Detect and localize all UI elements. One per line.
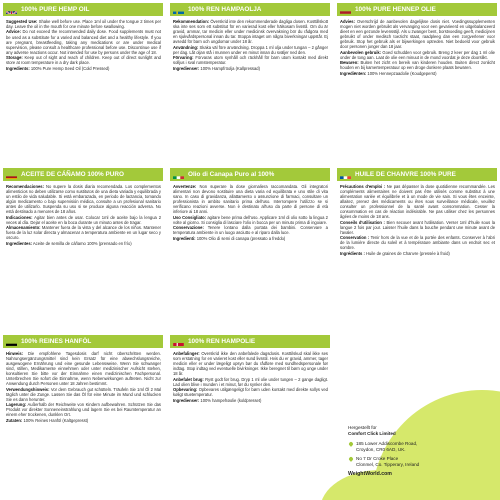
usage-text: Goed schudden voor gebruik. Breng 2 keer per dag 1 ml olie onder de tong aan. Laat de olie een minuut in de mond voordat je deze doorslikt.: [340, 49, 495, 60]
suggested-use-text: Shake well before use. Place 1ml oil under the tongue 2 times per day. Leave the oil in the mouth for one minute before swallowing.: [6, 19, 161, 30]
warnings-text: Non superare la dose giornaliera raccomandata. Gli integratori alimentari non devono sostituire una dieta varia ed equilibrata e uno stile di vita sano. In caso di gravidanza, allattamento o assunzione di farmaci, consultare un professionista in ambito sanitario prima dell'uso. Interrompere l'utilizzo se si verificano reazioni avverse. Non è destinato all'uso da parte di persone di età inferiore ai 18 anni.: [173, 184, 328, 215]
storage-text: Tenir hors de la vue et de la portée des enfants. Conserver à l'abri de la lumière directe du soleil et à température ambiante dans un endroit sec et sombre.: [340, 235, 495, 251]
recommendations-text: No supere la dosis diaria recomendada. Los complementos alimenticios no deben utilizarse como sustitutos de una dieta variada y equilibrada y un estilo de vida saludable. Si está embarazada, en periodo de lactancia, tomando algún medicamento o bajo supervisión médica, consulte a un profesional sanitario antes de utilizarlo. Suspenda su uso si se produce alguna reacción adversa. No está destinado a menores de 18 años.: [6, 184, 161, 215]
storage-text: Tenere lontano dalla portata dei bambini. Conservare a temperatura ambiente in un luogo asciutto e al riparo dalla luce.: [173, 225, 328, 236]
ingredients-text: 100% Hennepzaadolie (Koudgeperst): [366, 70, 437, 76]
usage-label: Anbefalet brug:: [173, 376, 204, 382]
usage-label: Aanbevolen gebruik:: [340, 49, 382, 55]
storage-label: Conservation :: [340, 235, 370, 241]
ingredients-label: Ingredienti:: [173, 235, 196, 241]
storage-text: Buiten het zicht en bereik van kinderen houden. Buiten direct zonlicht houden en bij kamertemperatuur op een droge donkere plaats bewaren.: [340, 60, 495, 71]
usage-label: Uso Consigliato:: [173, 214, 207, 220]
recommendation-text: Överskrid inte den rekommenderade dagliga dosen. Kosttillskott ska inte ses som ett substitut för en varierad kost eller hälsosam livsstil. Om du är gravid, ammar, tar medicin eller under medicinsk övervakning bör du rådgöra med en sjukvårdspersonal innan du tar. Stoppa intaget om några biverkningar uppstår. Ej avsedd för barn och ungdomar under 18 år.: [173, 19, 328, 45]
section-body: [170, 16, 330, 71]
advice-text: Do not exceed the recommended daily dose. Food supplements must not be used as a substitute for a varied and balanced diet and a healthy lifestyle. If you are pregnant, breastfeeding, taking any medications or are under medical supervision, please consult a healthcare professional before use. Discontinue use if any adverse reactions occur. Not intended for use by persons under the age of 18.: [6, 29, 161, 55]
usage-text: Skaka väl före användning. Droppa 1 ml olja under tungan – 2 gånger per dag. Låt oljan stå i munnen under en minut innan du sväljer ned den.: [173, 44, 328, 55]
ingredients-label: Ingredienser:: [173, 65, 200, 71]
website-text: WeightWorld.com: [348, 471, 392, 477]
netherlands-flag-icon: [340, 6, 351, 14]
section-header: [170, 3, 330, 16]
germany-flag-icon: [6, 338, 17, 346]
section-title: 100% PURE HEMP OIL: [21, 6, 90, 13]
section-header: [337, 3, 497, 16]
section-header: [3, 3, 163, 16]
ingredients-text: 100% Olio di semi di canapa (pressato a freddo): [195, 235, 286, 241]
manufacturer-info: [348, 425, 498, 477]
ingredients-text: 100% hampefrøolie (koldpresset): [199, 397, 262, 403]
section-title: 100% REN HAMPAOLJA: [188, 6, 262, 13]
section-title: ACEITE DE CÁÑAMO 100% PURO: [21, 171, 124, 178]
uk-flag-icon: [6, 6, 17, 14]
section-body: [170, 348, 330, 403]
precautions-label: Précautions d'emploi :: [340, 184, 386, 189]
advice-label: Advice:: [6, 29, 21, 35]
address-line: 185 Lower Addiscombe Road,: [356, 441, 418, 446]
storage-text: Keep out of sight and reach of children. Keep out of direct sunlight and store at room temperature in a dry dark place.: [6, 55, 161, 66]
notice-label: Hinweis:: [6, 351, 24, 356]
sweden-flag-icon: [173, 6, 184, 14]
recommendation-label: Rekommendation:: [173, 19, 210, 24]
notice-text: Die empfohlene Tagesdosis darf nicht überschritten werden. Nahrungsergänzungsmittel sind kein Ersatz für eine abwechslungsreiche, ausgewogene Ernährung und eine gesunde Lebensweise. Wenn Sie schwanger sind, stillen, Medikamente einnehmen oder unter medizinischer Aufsicht stehen, konsultieren Sie bitte vor der Einnahme einen medizinischen Fachpersonal. Unterbrechen Sie sofort die Einnahme, wenn Nebenwirkungen auftreten. Nicht zur Anwendung durch Personen unter 18 Jahren bestimmt.: [6, 351, 161, 387]
suggested-use-label: Suggested Use:: [6, 19, 38, 24]
section-body: [337, 181, 497, 256]
storage-text: Mantener fuera de la vista y del alcance de los niños. Mantener fuera de la luz solar directa y almacenar a temperatura ambiente en un lugar seco y oscuro.: [6, 225, 161, 241]
storage-label: Almacenamiento:: [6, 225, 41, 231]
address-line: Clonmel, Co. Tipperary, Ireland: [356, 462, 420, 467]
usage-text: Agitar bien antes de usar. Colocar 1ml de aceite bajo la lengua 2 veces al día. Dejar el aceite en la boca durante un minuto antes de tragar.: [6, 214, 161, 225]
denmark-flag-icon: [173, 338, 184, 346]
section-danish: [170, 335, 330, 497]
storage-label: Bewaren:: [340, 60, 359, 66]
section-swedish: [170, 3, 330, 163]
ingredients-label: Ingrédients :: [340, 250, 365, 256]
ingredients-text: 100% Pure Hemp Seed Oil (Cold Pressed): [29, 65, 110, 71]
location-pin-icon: [348, 442, 353, 447]
advice-text: Overschrijd de aanbevolen dagelijkse dosis niet. Voedingssupplementen mogen niet worden gebruikt als vervanging voor een gevarieerd en uitgebalanceerd dieet en een gezonde levensstijl. Als u zwanger bent, borstvoeding geeft, medicijnen gebruikt of onder medisch toezicht staat, raadpleeg dan een zorgverlener voor gebruik. Stop het gebruik als er bijwerkingen optreden. Niet bedoeld voor gebruik door personen jonger dan 18 jaar.: [340, 19, 495, 50]
usage-label: Användning:: [173, 44, 199, 50]
section-header: [170, 335, 330, 348]
section-english: [3, 3, 163, 163]
section-italian: [170, 168, 330, 328]
section-body: [3, 181, 163, 246]
usage-label: Conseils d'utilisation :: [340, 219, 385, 225]
usage-text: agitare bene prima dell'uso. Applicare 1ml di olio sotto la lingua 2 volte al giorno. Si consiglia di lasciare l'olio in bocca per un minuto prima di ingoiare.: [173, 214, 328, 225]
storage-label: Opbevaring:: [173, 387, 198, 393]
storage-label: Lagerung:: [6, 402, 27, 408]
storage-text: Außerhalb der Reichweite von Kindern aufbewahren. Schützen Sie das Produkt vor direkter Sonneneinstrahlung und lagern Sie es bei Raumtemperatur an einem eher trockenen, dunklen Ort.: [6, 402, 161, 418]
section-title: 100% REN HAMPOLIE: [188, 338, 256, 345]
ingredients-text: Aceite de semilla de cáñamo 100% (prensado en frío): [32, 240, 132, 246]
advice-label: Advies:: [340, 19, 355, 24]
ingredients-text: 100% Hampfröolja (Kallpressad): [199, 65, 260, 71]
recommendations-text: Overskrid ikke den anbefalede dagsdosis. Kosttilskud skal ikke ses som erstatning for en varieret kost eller sund livsstil. Hvis du er gravid, ammer, tager medicin eller er under lægeligt opsyn bør du rådføre med sundhedspersonale før indtag. Stop indtag ved eventuelle bivirkninger. Ikke beregnet til børn og unge under 18 år.: [173, 351, 328, 377]
storage-text: Opbevares utilgængeligt for børn uden kontakt med direkte sollys ved køligt stuetemperatur.: [173, 387, 328, 398]
france-flag-icon: [340, 171, 351, 179]
usage-text: Ryst godt før brug. Dryp 1 ml olie under tungen – 2 gange dagligt. Lad olien blive i munden i et minut, før du synker den.: [173, 376, 328, 387]
ingredients-label: Ingredienser:: [173, 397, 200, 403]
section-header: [170, 168, 330, 181]
ingredients-text: Huile de graines de Chanvre (pressée à froid): [364, 250, 450, 256]
spain-flag-icon: [6, 171, 17, 179]
section-title: 100% REINES HANFÖL: [21, 338, 92, 345]
section-german: [3, 335, 163, 497]
section-header: [3, 168, 163, 181]
address-ireland: [348, 456, 498, 468]
italy-flag-icon: [173, 171, 184, 179]
usage-text: Vor dem Gebrauch gut schütteln. Träufeln Sie 1ml Öl 2 Mal täglich unter die Zunge. Lassen Sie das Öl für eine Minute im Mund und schlucken Sie es dann herunter.: [6, 386, 161, 402]
precautions-text: Ne pas dépasser la dose quotidienne recommandée. Les compléments alimentaires ne doivent pas être utilisés comme substitut à une alimentation variée et équilibrée et à un mode de vie sain. Si vous êtes enceinte, allaitez, prenez des médicaments ou êtes sous surveillance médicale, veuillez consulter un professionnel de la santé avant consommation. Cesser la consommation en cas de réaction indésirable. Ne pas utiliser chez les personnes âgées de moins de 18 ans.: [340, 184, 495, 220]
section-title: 100% PURE HENNEP OLIE: [355, 6, 436, 13]
section-title: Olio di Canapa Puro al 100%: [188, 171, 275, 178]
storage-label: Conservazione:: [173, 225, 204, 231]
ingredients-label: Ingredients:: [6, 65, 30, 71]
section-title: HUILE DE CHANVRE 100% PURE: [355, 171, 456, 178]
address-line: Croydon, CR0 6AD, UK.: [356, 447, 406, 452]
ingredients-label: Ingredientes:: [6, 240, 32, 246]
section-body: [337, 16, 497, 76]
section-body: [3, 348, 163, 423]
section-spanish: [3, 168, 163, 328]
storage-text: Förvaras utom synhåll och räckhåll för barn utom kontakt med direkt solljus i sval rumstemperatur.: [173, 55, 328, 66]
section-body: [3, 16, 163, 71]
recommendations-label: Anbefalinger:: [173, 351, 200, 356]
storage-label: Förvaring:: [173, 55, 194, 61]
section-header: [3, 335, 163, 348]
address-line: No 7 Dr Croke Place: [356, 456, 399, 461]
usage-label: Verwendungshinweis:: [6, 386, 50, 392]
address-uk: [348, 441, 498, 453]
recommendations-label: Recomendaciones:: [6, 184, 44, 189]
section-french: [337, 168, 497, 328]
section-body: [170, 181, 330, 241]
made-for-text: Hergestellt für: [348, 425, 377, 430]
usage-label: Indicaciones:: [6, 214, 33, 220]
location-pin-icon: [348, 457, 353, 462]
section-header: [337, 168, 497, 181]
ingredients-text: 100% Reines Hanföl (Kaltgepresst): [22, 417, 89, 423]
warnings-label: Avvertenze:: [173, 184, 197, 189]
company-name: Comfort Click Limited: [348, 431, 396, 436]
ingredients-label: Zutaten:: [6, 417, 23, 423]
section-dutch: [337, 3, 497, 163]
usage-text: Bien secouer avant l'utilisation. Verser 1ml d'huile sous la langue 2 fois par jour. Laisser l'huile dans la bouche pendant une minute avant de l'avaler.: [340, 219, 495, 235]
storage-label: Storage:: [6, 55, 23, 61]
ingredients-label: Ingrediënten:: [340, 70, 367, 76]
